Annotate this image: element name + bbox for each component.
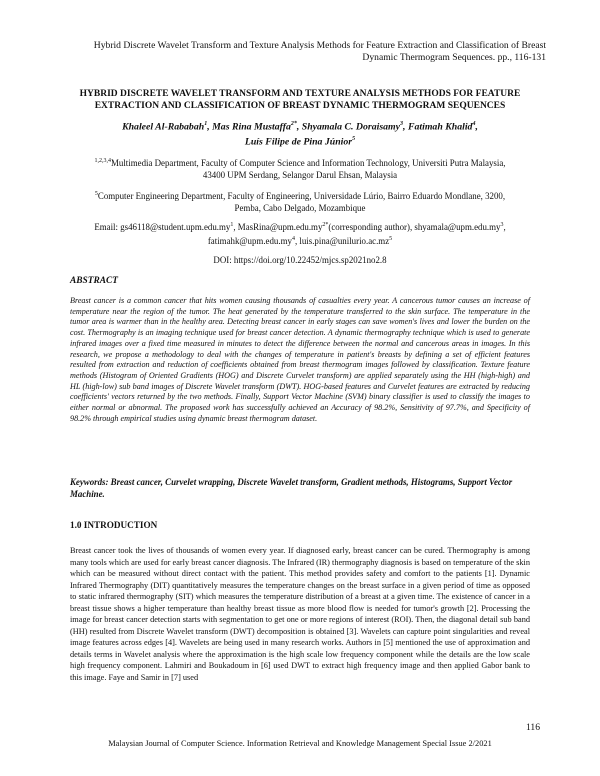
- email-sup: 5: [389, 235, 393, 242]
- email-label: Email:: [94, 221, 118, 232]
- section-heading: 1.0 INTRODUCTION: [70, 520, 158, 530]
- email-link[interactable]: gs46118@student.upm.edu.my: [120, 221, 231, 232]
- email-link[interactable]: fatimahk@upm.edu.my: [207, 235, 292, 246]
- author-line-2: [60, 133, 540, 148]
- author-name: Fatimah Khalid: [407, 121, 473, 133]
- email-sup: 4: [291, 235, 295, 242]
- author-name: Mas Rina Mustaffa: [212, 121, 291, 133]
- author-sup: 3: [400, 121, 404, 127]
- keywords: Keywords: Breast cancer, Curvelet wrapping, Discrete Wavelet transform, Gradient methods, Histograms, Support Vector Machine.: [70, 477, 513, 499]
- email-link[interactable]: shyamala@upm.edu.my: [414, 221, 501, 232]
- abstract-heading: ABSTRACT: [70, 276, 118, 286]
- abstract-text: Breast cancer is a common cancer that hits women causing thousands of casualties every year. A cancerous tumor causes an increase of temperature near the region of the tumor. The heat generated by the temperature transferred to the skin surface. The temperature in the tumor area is warmer than in the healthy area. Detecting breast cancer in early stages can save women's lives and lower the burden on the cost. Thermography is an imaging technique used for breast cancer detection. A dynamic thermography technique which is used to generate infrared images over a fixed time measured in minutes to detect the difference between the normal and cancerous areas in images. In this research, we propose a methodology to deal with the changes of temperature in patient's breasts by defining a set of efficient features resulted from extraction and reduction of coefficients obtained from breast thermogram images followed by classification. Texture feature methods (Histogram of Oriented Gradients (HOG) and Discrete Curvelet transform) are applied separately using the HH (high-high) and HL (high-low) sub band images of Discrete Wavelet transform (DWT). HOG-based features and Curvelet features are extracted by reducing coefficients' vectors returned by the two methods. Finally, Support Vector Machine (SVM) binary classifier is used to classify the images to either normal or abnormal. The proposed work has successfully achieved an Accuracy of 98.2%, Sensitivity of 97.7%, and Specificity of 98.2% through empirical studies using dynamic breast thermogram dataset.: [70, 296, 530, 423]
- author-name: Luís Filipe de Pina Júnior: [244, 136, 353, 148]
- running-head-line-2: Dynamic Thermogram Sequences. pp., 116-131: [362, 52, 546, 63]
- title-line-1: HYBRID DISCRETE WAVELET TRANSFORM AND TEXTURE ANALYSIS METHODS FOR FEATURE: [79, 89, 521, 99]
- running-head: [60, 40, 546, 64]
- page-number: 116: [525, 722, 540, 733]
- affiliation-line: Computer Engineering Department, Faculty of Engineering, Universidade Lúrio, Bairro Eduardo Mondlane, 3200,: [97, 190, 506, 201]
- intro-text: Breast cancer took the lives of thousands of women every year. If diagnosed early, breast cancer can be cured. Thermography is among many tools which are used for early breast cancer diagnosis. The Infrared (IR) thermography diagnosis is based on temperature of the skin which can be measured without direct contact with the patient. This method provides safety and comfort to the patients [1]. Dynamic Infrared Thermography (DIT) quantitatively measures the temperature changes on the breast surface in a given period of time as opposed to static infrared thermography (SIT) which measures the temperature distribution of a breast at a given time. The existence of cancer in a breast tissue shows a higher temperature than healthy breast tissue as more blood flow is needed for tumor's growth [2]. Processing the image for breast cancer detection starts with segmentation to get one or more regions of interest (ROI). Then, the diagonal detail sub band (HH) resulted from Discrete Wavelet transform (DWT) decomposition is obtained [3]. Wavelets can capture point singularities and reveal image features across edges [4]. Wavelets are being used in many research works. Authors in [5] mentioned the use of approximation and details terms in Wavelet analysis where the approximation is the high scale low frequency component while the details are the low scale high frequency component. Lahmiri and Boukadoum in [6] used DWT to extract high frequency image and then applied Gabor bank to this image. Faye and Samir in [7] used: [70, 546, 530, 682]
- paper-title: [70, 88, 530, 112]
- journal-footer: Malaysian Journal of Computer Science. Information Retrieval and Knowledge Management Special Issue 2/2021: [108, 739, 492, 748]
- author-list: [60, 118, 540, 149]
- author-line-1: Khaleel Al-Rababah$^1$, Mas Rina Mustaffa$^{2*}$, Shyamala C. Doraisamy$^3$, Fatimah Khalid$^4$,: [122, 121, 478, 133]
- author-sup: 1: [204, 121, 208, 127]
- affiliation-line: 43400 UPM Serdang, Selangor Darul Ehsan, Malaysia: [202, 169, 398, 180]
- email-sup: 1: [230, 222, 234, 228]
- title-line-2: EXTRACTION AND CLASSIFICATION OF BREAST DYNAMIC THERMOGRAM SEQUENCES: [94, 101, 506, 111]
- doi-link[interactable]: DOI: https://doi.org/10.22452/mjcs.sp2021no2.8: [213, 255, 387, 265]
- author-sup: 4: [472, 121, 476, 127]
- affiliation-line: Pemba, Cabo Delgado, Mozambique: [234, 202, 366, 213]
- author-name: Khaleel Al-Rababah: [122, 121, 205, 133]
- affiliation-1: [70, 155, 530, 181]
- running-head-line-1: Hybrid Discrete Wavelet Transform and Texture Analysis Methods for Feature Extraction and Classification of Breast: [93, 40, 546, 51]
- email-block: Email: $gs46118@student.upm.edu.my^1$, $MasRina@upm.edu.my^{2*}(corresponding$ author), $shyamala@upm.edu.my^3$, $fatimahk@upm.edu.my^4$, $luis.pina@unilurio.ac.mz^5$: [94, 221, 506, 246]
- email-sup: 2*: [322, 222, 329, 228]
- affiliation-2: [70, 188, 530, 214]
- affiliation-sup: 5: [94, 191, 98, 197]
- email-sup: 3: [500, 222, 504, 228]
- author-sup: 2*: [290, 121, 297, 127]
- affiliation-sup: 1,2,3,4: [94, 158, 112, 164]
- affiliation-line: Multimedia Department, Faculty of Computer Science and Information Technology, Universiti Putra Malaysia,: [111, 157, 506, 168]
- author-sup: 5: [352, 136, 356, 143]
- author-name: Shyamala C. Doraisamy: [301, 121, 401, 133]
- email-link[interactable]: luis.pina@unilurio.ac.mz: [299, 235, 390, 246]
- email-link[interactable]: MasRina@upm.edu.my: [237, 221, 323, 232]
